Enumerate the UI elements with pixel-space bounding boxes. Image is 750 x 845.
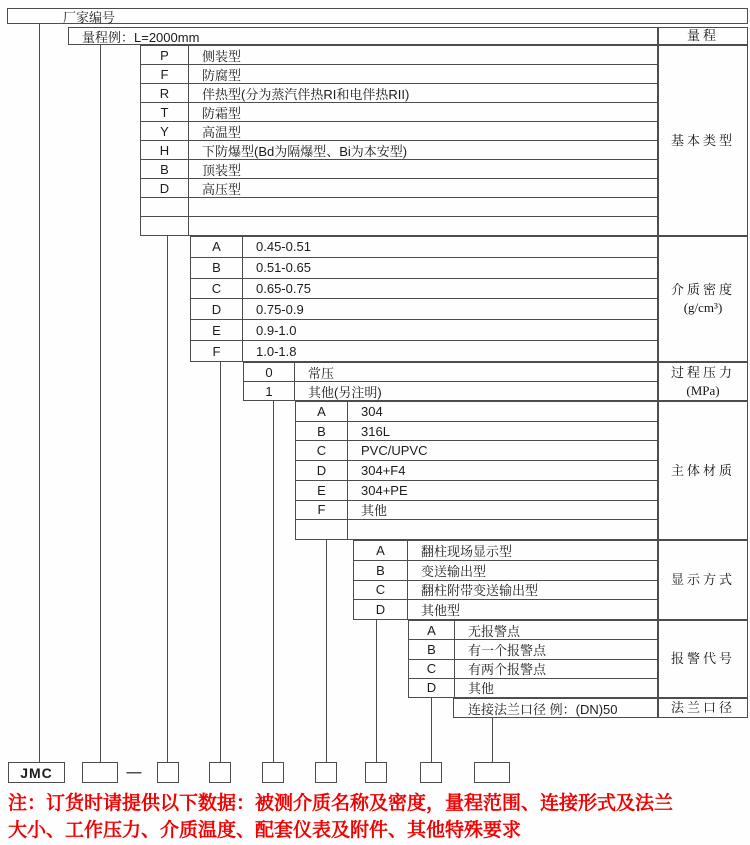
table-row: Y 高温型 [141,122,657,141]
table-row: B 顶装型 [141,160,657,179]
table-row: 连接法兰口径 例：(DN)50 [468,701,618,717]
table-row: P 侧装型 [141,46,657,65]
table-row: F 1.0-1.8 [191,341,657,361]
basic-type-table [140,45,658,236]
model-prefix-box: JMC [8,762,65,783]
table-row: D 高压型 [141,179,657,198]
side-label-medium-density: 介质密度 (g/cm³) [658,236,748,362]
table-row: H 下防爆型(Bd为隔爆型、Bi为本安型) [141,141,657,160]
table-row: A 无报警点 [409,621,657,640]
table-row-empty [296,520,657,539]
factory-number-label: 厂家编号 [63,9,116,25]
order-note-line2: 大小、工作压力、介质温度、配套仪表及附件、其他特殊要求 [8,820,522,841]
table-row: D 0.75-0.9 [191,299,657,320]
table-row: D 304+F4 [296,461,657,481]
table-row: D 其他型 [354,600,657,619]
table-row: B 316L [296,422,657,442]
table-row: F 防腐型 [141,65,657,84]
side-label-basic-type: 基本类型 [658,45,748,236]
table-row: A 翻柱现场显示型 [354,541,657,561]
table-row: T 防霜型 [141,103,657,122]
table-row: D 其他 [409,679,657,697]
table-row: C 有两个报警点 [409,660,657,679]
connector-line-alarm [431,698,432,762]
table-row: 1 其他(另注明) [244,382,657,400]
side-label-body-material: 主体材质 [658,401,748,540]
side-label-display-mode: 显示方式 [658,540,748,620]
table-row: E 304+PE [296,481,657,501]
table-row: C PVC/UPVC [296,441,657,461]
table-row: E 0.9-1.0 [191,320,657,341]
medium-density-table [190,236,658,362]
model-code-box-density [209,762,231,783]
side-label-process-pressure: 过程压力 (MPa) [658,362,748,401]
flange-size-row [453,698,658,718]
model-code-box-range [82,762,118,783]
model-dash: — [126,764,142,781]
table-row: C 0.65-0.75 [191,279,657,300]
body-material-table [295,401,658,540]
order-note [8,790,750,844]
process-pressure-table [243,362,658,401]
connector-line-material [326,540,327,762]
connector-line-factory [39,23,40,762]
model-code-box-basic-type [157,762,179,783]
side-label-alarm-code: 报警代号 [658,620,748,698]
side-label-range: 量程 [658,27,748,45]
table-row: B 有一个报警点 [409,640,657,659]
table-row-empty [141,198,657,217]
range-example-box [68,27,658,45]
connector-line-display [376,620,377,762]
display-mode-table [353,540,658,620]
table-row: C 翻柱附带变送输出型 [354,581,657,601]
table-row-empty [141,217,657,235]
model-code-box-pressure [262,762,284,783]
range-example-text: 量程例：L=2000mm [82,29,200,45]
side-label-flange-size: 法兰口径 [658,698,748,718]
table-row: B 0.51-0.65 [191,258,657,279]
alarm-code-table [408,620,658,698]
table-row: F 其他 [296,501,657,521]
order-note-line1: 注：订货时请提供以下数据：被测介质名称及密度，量程范围、连接形式及法兰 [8,793,674,814]
connector-line-flange [492,718,493,762]
table-row: R 伴热型(分为蒸汽伴热RI和电伴热RII) [141,84,657,103]
model-code-box-material [315,762,337,783]
table-row: 0 常压 [244,363,657,382]
table-row: B 变送输出型 [354,561,657,581]
model-code-box-display [365,762,387,783]
model-code-box-flange [474,762,510,783]
connector-line-basic-type [167,236,168,762]
connector-line-density [220,362,221,762]
connector-line-pressure [273,401,274,762]
table-row: A 0.45-0.51 [191,237,657,258]
model-code-box-alarm [420,762,442,783]
factory-number-box [7,8,748,24]
connector-line-range [100,44,101,762]
table-row: A 304 [296,402,657,422]
